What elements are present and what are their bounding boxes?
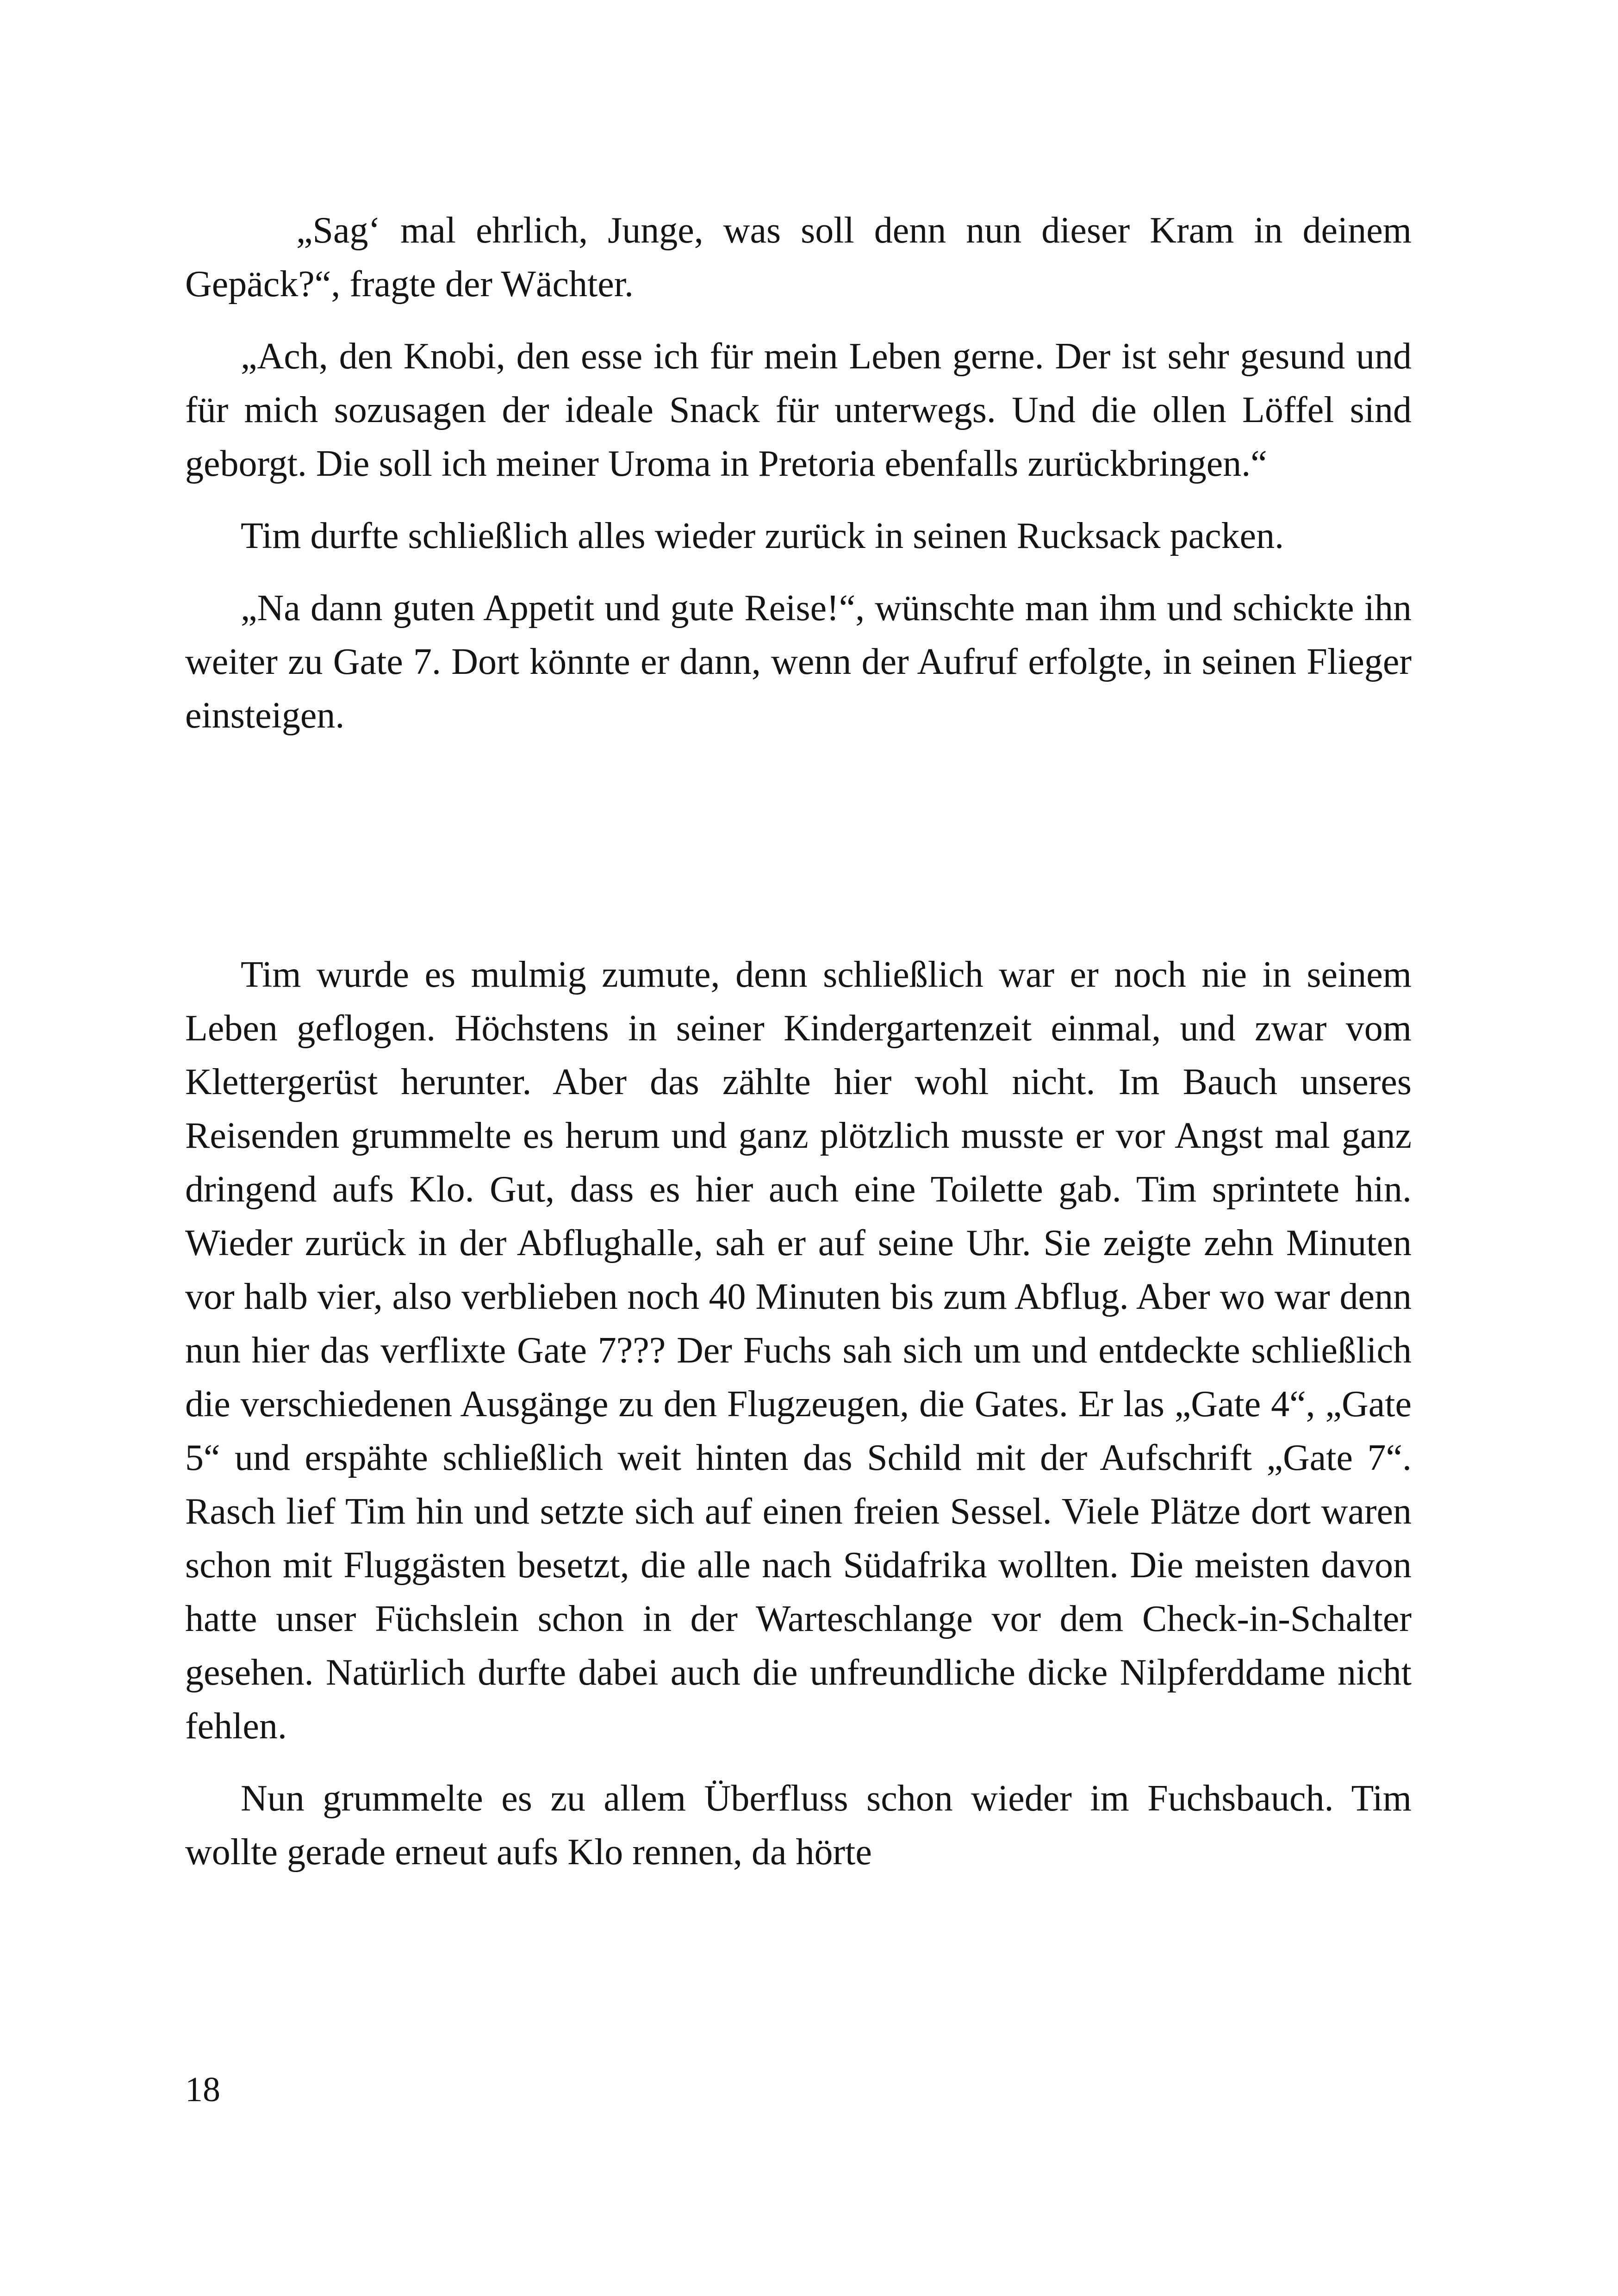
text-section-2	[185, 948, 1412, 1879]
paragraph: „Na dann guten Appetit und gute Reise!“, wünschte man ihm und schickte ihn weiter zu Gate 7. Dort könnte er dann, wenn der Aufruf erfolgte, in seinen Flieger einsteigen.	[185, 588, 1412, 736]
text-section-1	[185, 204, 1412, 742]
paragraph: Tim wurde es mulmig zumute, denn schließlich war er noch nie in seinem Leben geflogen. Höchstens in seiner Kindergartenzeit einmal, und zwar vom Klettergerüst herunter. Aber das zählte hier wohl nicht. Im Bauch unseres Reisenden grummelte es herum und ganz plötzlich musste er vor Angst mal ganz dringend aufs Klo. Gut, dass es hier auch eine Toilette gab. Tim sprintete hin. Wieder zurück in der Abflughalle, sah er auf seine Uhr. Sie zeigte zehn Minuten vor halb vier, also verblieben noch 40 Minuten bis zum Abflug. Aber wo war denn nun hier das verflixte Gate 7??? Der Fuchs sah sich um und entdeckte schließlich die verschiedenen Ausgänge zu den Flugzeugen, die Gates. Er las „Gate 4“, „Gate 5“ und erspähte schließlich weit hinten das Schild mit der Aufschrift „Gate 7“. Rasch lief Tim hin und setzte sich auf einen freien Sessel. Viele Plätze dort waren schon mit Fluggästen besetzt, die alle nach Südafrika wollten. Die meisten davon hatte unser Füchslein schon in der Warteschlange vor dem Check-in-Schalter gesehen. Natürlich durfte dabei auch die unfreundliche dicke Nilpferddame nicht fehlen.	[185, 954, 1412, 1747]
paragraph: Tim durfte schließlich alles wieder zurück in seinen Rucksack packen.	[241, 516, 1284, 556]
paragraph: Nun grummelte es zu allem Überfluss schon wieder im Fuchsbauch. Tim wollte gerade erneut aufs Klo rennen, da hörte	[185, 1778, 1412, 1873]
page-number: 18	[185, 2070, 220, 2109]
paragraph: „Ach, den Knobi, den esse ich für mein Leben gerne. Der ist sehr gesund und für mich sozusagen der ideale Snack für unterwegs. Und die ollen Löffel sind geborgt. Die soll ich meiner Uroma in Pretoria ebenfalls zurückbringen.“	[185, 336, 1412, 484]
paragraph: „Sag‘ mal ehrlich, Junge, was soll denn nun dieser Kram in deinem Gepäck?“, fragte der Wächter.	[185, 210, 1412, 305]
